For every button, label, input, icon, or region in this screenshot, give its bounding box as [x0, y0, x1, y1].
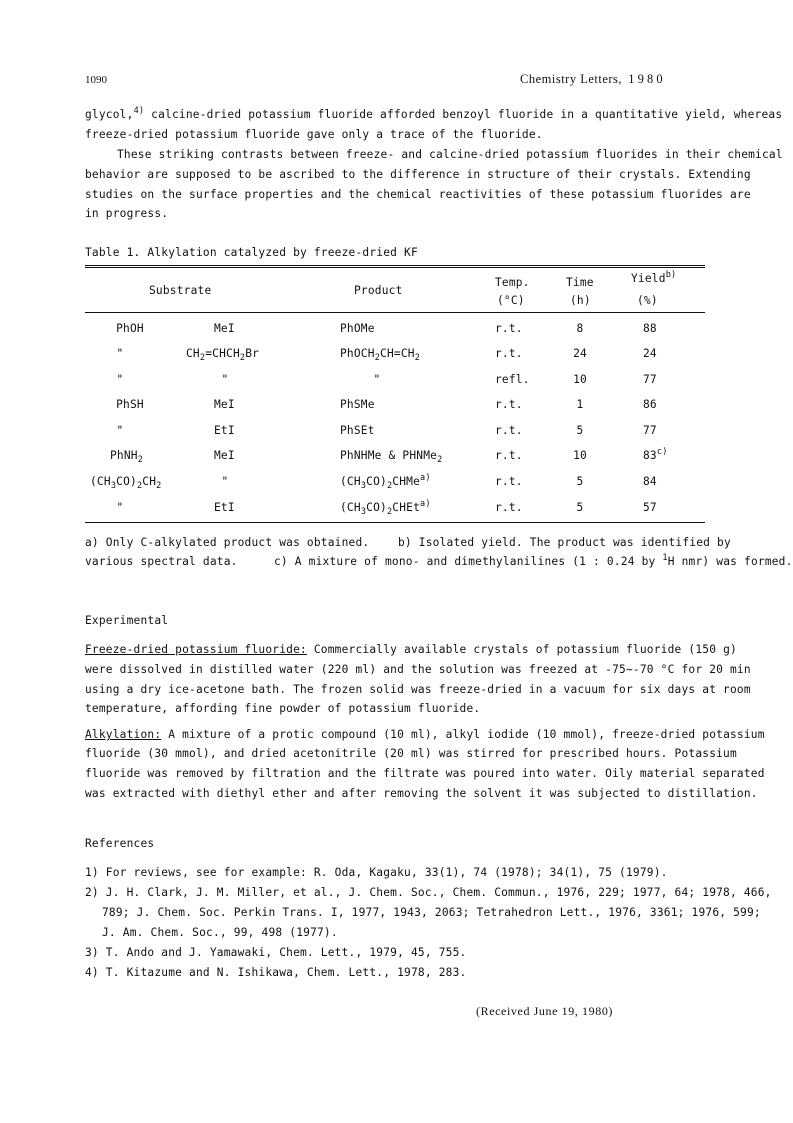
footnote-a: a) Only C-alkylated product was obtained. — [85, 536, 370, 549]
cell-product: $(CH_3CO)_2CHEt^{a)}$ — [340, 499, 431, 517]
text-segment: A mixture of a protic compound (10 ml), alkyl iodide (10 mmol), freeze-dried potassium — [161, 728, 765, 741]
paragraph-line — [85, 108, 782, 121]
paragraph-line: behavior are supposed to be ascribed to the difference in structure of their crystals. Extending — [85, 168, 751, 181]
cell-substrate: PhOH — [116, 322, 144, 335]
text-segment: H nmr) was formed. — [667, 555, 793, 568]
cell-temp: r.t. — [495, 322, 523, 335]
cell-temp: r.t. — [495, 347, 523, 360]
paragraph-line: freeze-dried potassium fluoride gave only a trace of the fluoride. — [85, 128, 543, 141]
cell-time: 24 — [573, 347, 587, 360]
cell-product: PhNHMe & PHNMe$_2$ — [340, 449, 443, 465]
footnote-c — [274, 555, 793, 568]
header-time: Time — [566, 276, 594, 289]
table-rule-top — [85, 265, 705, 266]
journal-name — [520, 72, 663, 87]
text-segment: glycol, — [85, 108, 134, 121]
cell-yield: 83$^{c)}$ — [643, 447, 668, 462]
journal-year: 1 9 8 0 — [628, 72, 663, 86]
cell-substrate: PhNH$_2$ — [110, 449, 144, 465]
header-yield — [631, 272, 676, 285]
paragraph-line: in progress. — [85, 207, 169, 220]
yield-footnote-marker: b) — [665, 270, 677, 280]
text-segment: Commercially available crystals of potassium fluoride (150 g) — [306, 643, 737, 656]
cell-reagent: MeI — [214, 449, 235, 462]
section-heading-references: References — [85, 837, 155, 850]
cell-product: " — [373, 373, 381, 386]
cell-product: $(CH_3CO)_2CHMe^{a)}$ — [340, 473, 431, 491]
cell-product: PhOMe — [340, 322, 375, 335]
cell-temp: r.t. — [495, 501, 523, 514]
table-rule-top2 — [85, 267, 705, 268]
header-temp-unit: (°C) — [497, 294, 525, 307]
section-heading-experimental: Experimental — [85, 614, 169, 627]
cell-reagent: EtI — [214, 424, 235, 437]
page-number: 1090 — [85, 74, 107, 86]
cell-substrate: " — [116, 424, 124, 437]
experimental-line: fluoride was removed by filtration and the filtrate was poured into water. Oily material separated — [85, 767, 765, 780]
cell-substrate: PhSH — [116, 398, 144, 411]
cell-time: 5 — [576, 424, 584, 437]
reference-2-cont: 789; J. Chem. Soc. Perkin Trans. I, 1977, 1943, 2063; Tetrahedron Lett., 1976, 3361; 1976, 599; — [102, 906, 761, 919]
cell-yield: 77 — [643, 373, 657, 386]
reference-3: 3) T. Ando and J. Yamawaki, Chem. Lett., 1979, 45, 755. — [85, 946, 467, 959]
reference-1: 1) For reviews, see for example: R. Oda, Kagaku, 33(1), 74 (1978); 34(1), 75 (1979). — [85, 866, 668, 879]
cell-time: 1 — [576, 398, 584, 411]
header-temp: Temp. — [495, 276, 530, 289]
cell-reagent: MeI — [214, 398, 235, 411]
cell-time: 5 — [576, 475, 584, 488]
cell-temp: refl. — [495, 373, 530, 386]
cell-temp: r.t. — [495, 475, 523, 488]
cell-yield: 57 — [643, 501, 657, 514]
header-substrate: Substrate — [149, 284, 212, 297]
reference-2-cont: J. Am. Chem. Soc., 99, 498 (1977). — [102, 926, 338, 939]
header-yield-unit: (%) — [637, 294, 658, 307]
cell-product: PhSEt — [340, 424, 375, 437]
cell-temp: r.t. — [495, 398, 523, 411]
cell-yield: 84 — [643, 475, 657, 488]
cell-substrate: " — [116, 501, 124, 514]
cell-reagent: MeI — [214, 322, 235, 335]
table-rule-mid — [85, 312, 705, 313]
cell-yield: 86 — [643, 398, 657, 411]
cell-reagent: $CH_2=CHCH_2Br$ — [186, 347, 260, 363]
cell-product: $PhOCH_2CH=CH_2$ — [340, 347, 421, 363]
cell-yield: 77 — [643, 424, 657, 437]
paragraph-line: studies on the surface properties and the chemical reactivities of these potassium fluorides are — [85, 188, 751, 201]
paragraph-line: These striking contrasts between freeze- and calcine-dried potassium fluorides in their chemical — [117, 148, 783, 161]
reference-4: 4) T. Kitazume and N. Ishikawa, Chem. Lett., 1978, 283. — [85, 966, 467, 979]
cell-product: PhSMe — [340, 398, 375, 411]
experimental-line: fluoride (30 mmol), and dried acetonitrile (20 ml) was stirred for prescribed hours. Potassium — [85, 747, 737, 760]
table-caption: Table 1. Alkylation catalyzed by freeze-dried KF — [85, 246, 418, 259]
cell-substrate: " — [116, 347, 124, 360]
cell-yield: 88 — [643, 322, 657, 335]
experimental-line — [85, 643, 737, 656]
cell-temp: r.t. — [495, 424, 523, 437]
subsection-heading: Freeze-dried potassium fluoride: — [85, 643, 307, 656]
table-rule-bottom — [85, 522, 705, 523]
subsection-heading: Alkylation: — [85, 728, 162, 741]
cell-yield: 24 — [643, 347, 657, 360]
experimental-line: using a dry ice-acetone bath. The frozen solid was freeze-dried in a vacuum for six days at room — [85, 683, 751, 696]
cell-reagent: " — [221, 373, 229, 386]
superscript: 1 — [662, 553, 668, 563]
cell-reagent: EtI — [214, 501, 235, 514]
text-segment: c) A mixture of mono- and dimethylanilines (1 : 0.24 by — [274, 555, 663, 568]
text-segment: calcine-dried potassium fluoride afforded benzoyl fluoride in a quantitative yield, whereas — [144, 108, 783, 121]
footnote-line-2: various spectral data. — [85, 555, 238, 568]
experimental-line: temperature, affording fine powder of potassium fluoride. — [85, 702, 481, 715]
cell-substrate: $(CH_3CO)_2CH_2$ — [90, 475, 162, 491]
header-time-unit: (h) — [570, 294, 591, 307]
cell-reagent: " — [221, 475, 229, 488]
cell-substrate: " — [116, 373, 124, 386]
cell-time: 10 — [573, 373, 587, 386]
header-product: Product — [354, 284, 403, 297]
experimental-line: was extracted with diethyl ether and after removing the solvent it was subjected to distillation. — [85, 787, 758, 800]
cell-time: 8 — [576, 322, 584, 335]
cell-temp: r.t. — [495, 449, 523, 462]
received-date: (Received June 19, 1980) — [476, 1004, 614, 1018]
experimental-line — [85, 728, 765, 741]
yield-label: Yield — [631, 272, 666, 285]
cell-time: 5 — [576, 501, 584, 514]
footnote-b: b) Isolated yield. The product was identified by — [398, 536, 731, 549]
experimental-line: were dissolved in distilled water (220 ml) and the solution was freezed at -75∼-70 °C for 20 min — [85, 663, 751, 676]
citation-marker: 4) — [133, 106, 145, 116]
reference-2: 2) J. H. Clark, J. M. Miller, et al., J. Chem. Soc., Chem. Commun., 1976, 229; 1977, 64; 1978, 466, — [85, 886, 772, 899]
journal-title: Chemistry Letters, — [520, 72, 623, 86]
cell-time: 10 — [573, 449, 587, 462]
